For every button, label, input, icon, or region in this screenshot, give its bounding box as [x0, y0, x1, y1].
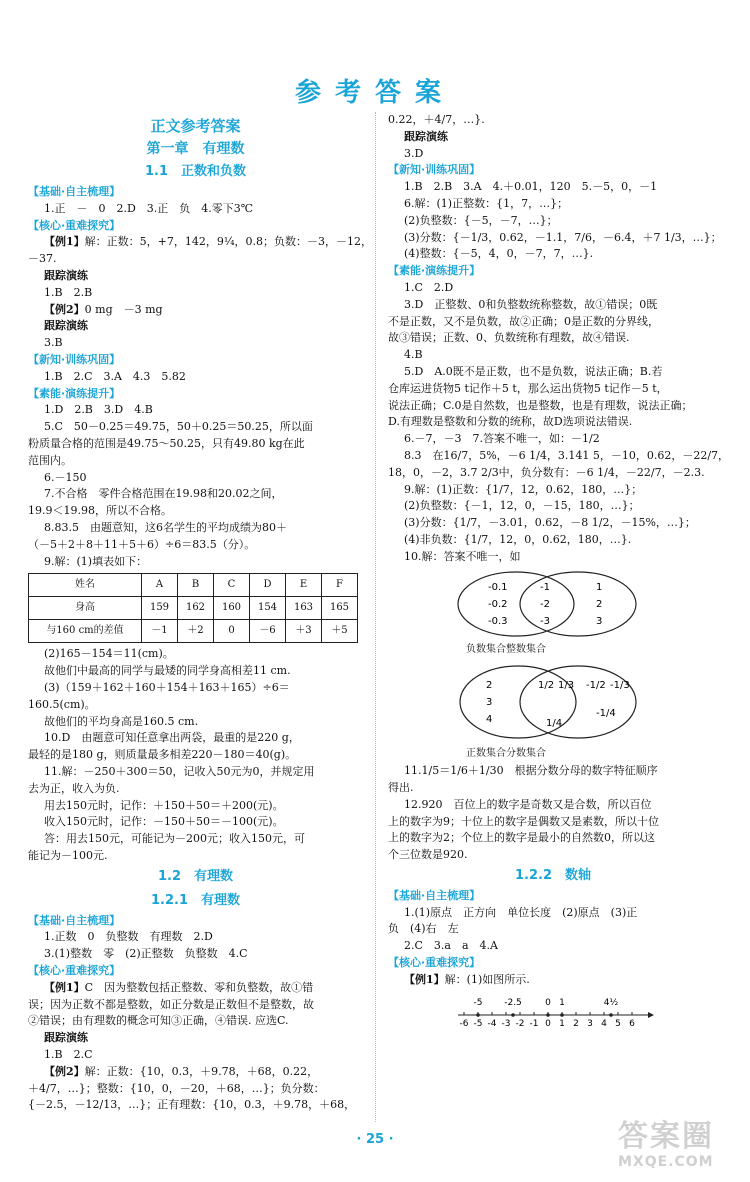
number-line-tick-label: -1	[529, 1018, 539, 1029]
venn-label: 2	[486, 680, 493, 692]
answer-text: 解：正数：{10，0.3，＋9.78，＋68，0.22，	[84, 1064, 319, 1078]
answer-line: (2)负整数：{－5，－7，…}；	[404, 213, 558, 227]
example-label: 【例1】	[44, 980, 85, 994]
answer-line: 粉质量合格的范围是49.75～50.25，只有49.80 kg在此	[28, 436, 305, 450]
venn-label: -3	[540, 615, 550, 627]
table-cell: 身高	[29, 597, 142, 620]
answer-line: 6.解：(1)正整数：{1，7，…}；	[404, 196, 569, 210]
track-heading: 跟踪演练	[44, 319, 88, 333]
tag-basic: 【基础·自主梳理】	[28, 913, 121, 927]
column-divider	[375, 112, 376, 1122]
example-label: 【例2】	[44, 1064, 85, 1078]
answer-line: ＋4/7，…}；整数：{10，0，－20，＋68，…}；负分数：	[28, 1081, 325, 1095]
number-line-tick-label: 3	[587, 1018, 593, 1029]
venn-label: -0.1	[488, 581, 508, 593]
watermark-text: 答案圈	[618, 1119, 714, 1154]
venn-caption: 负数集合整数集合	[466, 643, 546, 655]
number-line-point	[546, 1013, 550, 1017]
track-heading: 跟踪演练	[44, 1031, 88, 1045]
answer-line: 160.5(cm)。	[28, 697, 96, 711]
answer-line: 8.3 在16/7，5%，－6 1/4，3.141 5，－10，0.62，－22/7，	[404, 448, 730, 462]
left-column	[28, 112, 373, 1114]
answer-line: 上的数字为2；个位上的数字是最小的自然数0，所以这	[388, 831, 655, 845]
answer-line: 9.解：(1)填表如下：	[44, 554, 148, 568]
answer-line: 1.正数 0 负整数 有理数 2.D	[44, 930, 213, 944]
number-line-point	[511, 1013, 515, 1017]
number-line	[456, 991, 656, 1031]
number-line-point-label: -2.5	[504, 997, 522, 1008]
venn-label: -1/3	[610, 680, 630, 692]
table-cell: 0	[214, 620, 250, 643]
number-line-point-label: -5	[473, 997, 483, 1008]
answer-line: 1.B 2.C 3.A 4.3 5.82	[44, 369, 186, 383]
table-cell: D	[250, 574, 286, 597]
answer-line: 1.B 2.B	[44, 285, 93, 299]
answer-line: 1.(1)原点 正方向 单位长度 (2)原点 (3)正	[404, 905, 638, 919]
number-line-point-label: 0	[545, 997, 551, 1008]
answer-line: (2)负整数：{－1，12，0，－15，180，…}；	[404, 499, 640, 513]
answer-line: 5.C 50－0.25＝49.75，50＋0.25＝50.25，所以面	[44, 420, 313, 434]
table-cell: 159	[142, 597, 178, 620]
answer-line: （－5＋2＋8＋11＋5＋6）÷6＝83.5（分）。	[28, 537, 256, 551]
number-line-points	[474, 998, 619, 1017]
table-row	[29, 574, 358, 597]
answer-line: 最轻的是180 g，则质量最多相差220－180＝40(g)。	[28, 748, 297, 762]
number-line-tick-label: -6	[459, 1018, 469, 1029]
example-label: 【例2】	[44, 302, 85, 316]
venn-label: -1	[540, 581, 550, 593]
venn-label: -0.2	[488, 598, 508, 610]
table-cell: ＋3	[286, 620, 322, 643]
answer-line: 7.不合格 零件合格范围在19.98和20.02之间，	[44, 487, 283, 501]
main-heading: 正文参考答案	[150, 117, 241, 135]
answer-line: 3.D	[404, 146, 424, 160]
venn-label: -1/2	[586, 680, 606, 692]
venn-label: 2	[596, 598, 603, 610]
answer-line: (4)整数：{－5，4，0，－7，7，…}.	[404, 247, 594, 261]
table-cell: B	[178, 574, 214, 597]
number-line-arrow	[648, 1012, 654, 1018]
track-heading: 跟踪演练	[404, 129, 448, 143]
answer-line: 负 (4)右 左	[388, 922, 459, 936]
venn-diagram-positive-fraction	[446, 660, 646, 744]
number-line-point	[476, 1013, 480, 1017]
answer-line: {－2.5，－12/13，…}；正有理数：{10，0.3，＋9.78，＋68，	[28, 1098, 356, 1112]
answer-line: D.有理数是整数和分数的统称，故D选项说法错误.	[388, 415, 633, 429]
number-line-tick-label: 4	[601, 1018, 607, 1029]
table-cell: A	[142, 574, 178, 597]
table-row	[29, 597, 358, 620]
table-cell: 与160 cm的差值	[29, 620, 142, 643]
watermark-logo	[618, 1120, 738, 1170]
answer-line	[28, 980, 363, 997]
section-heading-1-2-2: 1.2.2 数轴	[514, 867, 591, 883]
answer-line: 6.－7，－3 7.答案不唯一，如：－1/2	[404, 432, 600, 446]
answer-text: 解：正数：5，+7，142，9¹⁄₄，0.8；负数：－3，－12，	[84, 235, 373, 249]
answer-line: 去为正，收入为负.	[28, 781, 120, 795]
answer-line: 故他们中最高的同学与最矮的同学身高相差11 cm.	[44, 664, 291, 678]
answer-line: 1.B 2.C	[44, 1048, 93, 1062]
venn-diagram-negative-integer	[446, 568, 646, 640]
venn-set-negative	[458, 572, 574, 636]
number-line-tick-label: 0	[545, 1018, 551, 1029]
watermark-url: MXQE.COM	[618, 1154, 714, 1170]
answer-line: (3)分数：{1/7，－3.01，0.62，－8 1/2，－15%，…}；	[404, 516, 696, 530]
answer-text: 解：(1)如图所示.	[444, 972, 530, 986]
number-line-tick-label: -2	[515, 1018, 525, 1029]
answer-line: 能记为－100元.	[28, 848, 108, 862]
answer-line	[28, 234, 373, 251]
tag-basic: 【基础·自主梳理】	[388, 888, 481, 902]
number-line-tick-label: 2	[573, 1018, 579, 1029]
answer-line: 个三位数是920.	[388, 848, 468, 862]
answer-line: 上的数字为9；十位上的数字是偶数又是素数，所以十位	[388, 814, 659, 828]
answer-line: (3)（159＋162＋160＋154＋163＋165）÷6＝	[44, 680, 290, 694]
example-label: 【例1】	[44, 235, 85, 249]
table-row	[29, 620, 358, 643]
table-cell: 163	[286, 597, 322, 620]
tag-ability: 【素能·演练提升】	[388, 264, 481, 278]
answer-line: 4.B	[404, 348, 423, 362]
venn-label: -1/4	[596, 708, 616, 720]
tag-core: 【核心·重难探究】	[388, 956, 481, 970]
answer-line: 1.正 － 0 2.D 3.正 负 4.零下3℃	[44, 201, 254, 215]
table-cell: 165	[322, 597, 358, 620]
number-line-point	[609, 1013, 613, 1017]
answer-line: 11.解：－250＋300＝50，记收入50元为0，并规定用	[44, 764, 315, 778]
answer-line: 故他们的平均身高是160.5 cm.	[44, 714, 199, 728]
table-cell: 160	[214, 597, 250, 620]
answer-line: 11.1/5＝1/6＋1/30 根据分数分母的数字特征顺序	[404, 764, 658, 778]
venn-set-fraction	[520, 666, 636, 738]
number-line-tick-label: 1	[559, 1018, 565, 1029]
number-line-tick-label: -5	[473, 1018, 483, 1029]
number-line-tick-label: 6	[629, 1018, 635, 1029]
venn-label: 3	[486, 697, 493, 709]
answer-line: 10.解：答案不唯一，如	[404, 549, 521, 563]
answer-line: (3)分数：{－1/3，0.62，－1.1，7/6，－6.4，＋7 1/3，…}；	[404, 230, 722, 244]
answer-line: (2)165－154＝11(cm)。	[44, 647, 174, 661]
answer-line: ②错误；由有理数的概念可知③正确，④错误. 应选C.	[28, 1014, 289, 1028]
answer-line: 1.D 2.B 3.D 4.B	[44, 403, 153, 417]
answer-line: 仓库运进货物5 t记作＋5 t，那么运出货物5 t记作－5 t，	[388, 381, 668, 395]
answer-text: 0 mg －3 mg	[84, 302, 163, 316]
tag-basic: 【基础·自主梳理】	[28, 185, 121, 198]
answer-line: 不是正数，又不是负数，故②正确；0是正数的分界线，	[388, 314, 659, 328]
answer-text: C 因为整数包括正整数、零和负整数，故①错	[84, 980, 314, 994]
table-cell: 154	[250, 597, 286, 620]
right-column	[388, 112, 730, 1031]
answer-line: 10.D 由题意可知任意拿出两袋，最重的是220 g，	[44, 731, 300, 745]
answer-line: 误；因为正数不都是整数，如正分数是正数但不是整数，故	[28, 997, 314, 1011]
number-line-tick-label: -4	[487, 1018, 497, 1029]
venn-label: -0.3	[488, 615, 508, 627]
answer-line: 答：用去150元，可能记为－200元；收入150元，可	[44, 832, 305, 846]
table-cell: 姓名	[29, 574, 142, 597]
venn-label: -2	[540, 598, 550, 610]
answer-line: 0.22，＋4/7，…}.	[388, 113, 485, 126]
tag-new: 【新知·训练巩固】	[388, 163, 481, 177]
table-cell: F	[322, 574, 358, 597]
venn-label: 1/2	[538, 680, 555, 692]
section-heading-1-2: 1.2 有理数	[157, 868, 234, 884]
table-cell: 162	[178, 597, 214, 620]
answer-line: 1.C 2.D	[404, 280, 454, 294]
answer-line: 5.D A.0既不是正数，也不是负数，说法正确；B.若	[404, 364, 663, 378]
venn-caption: 正数集合分数集合	[466, 748, 546, 760]
answer-line: 故③错误；正数、0、负数统称有理数，故④错误.	[388, 331, 630, 345]
track-heading: 跟踪演练	[44, 268, 88, 282]
tag-core: 【核心·重难探究】	[28, 218, 121, 232]
table-cell: ＋2	[178, 620, 214, 643]
tag-core: 【核心·重难探究】	[28, 964, 121, 978]
example-label: 【例1】	[404, 972, 445, 986]
venn-label: 3	[596, 615, 603, 627]
chapter-heading: 第一章 有理数	[146, 141, 245, 157]
answer-line	[28, 1064, 363, 1081]
answer-line: 9.解：(1)正数：{1/7，12，0.62，180，…}；	[404, 482, 643, 496]
answer-line: 8.83.5 由题意知，这6名学生的平均成绩为80＋	[44, 520, 287, 534]
answer-line: 19.9＜19.98，所以不合格。	[28, 504, 172, 518]
answer-line	[28, 302, 363, 319]
answer-line: 说法正确；C.0是自然数，也是整数，也是有理数，说法正确；	[388, 398, 693, 412]
venn-label: 1/3	[558, 680, 575, 692]
table-cell: －6	[250, 620, 286, 643]
page-title: 参考答案	[294, 78, 455, 108]
answer-line: 用去150元时，记作：＋150＋50＝＋200(元)。	[44, 798, 284, 812]
page-number: · 25 ·	[356, 1132, 394, 1147]
answer-line: 范围内。	[28, 453, 72, 467]
section-heading-1-1: 1.1 正数和负数	[144, 164, 247, 179]
tag-new: 【新知·训练巩固】	[28, 352, 121, 366]
answer-line: 收入150元时，记作：－150＋50＝－100(元)。	[44, 815, 284, 829]
answer-line: 得出.	[388, 780, 414, 794]
number-line-point	[560, 1013, 564, 1017]
answer-line: 2.C 3.a a 4.A	[404, 939, 498, 953]
venn-label: 4	[486, 714, 493, 726]
answer-line: 6.－150	[44, 470, 87, 484]
table-cell: －1	[142, 620, 178, 643]
venn-set-integer	[520, 572, 636, 636]
answer-line: －37.	[28, 252, 57, 266]
answer-line: (4)非负数：{1/7，12，0，0.62，180，…}.	[404, 532, 632, 546]
height-table	[28, 573, 358, 643]
answer-line: 1.B 2.B 3.A 4.＋0.01，120 5.－5，0，－1	[404, 180, 658, 194]
number-line-point-label: 1	[559, 997, 565, 1008]
table-cell: ＋5	[322, 620, 358, 643]
table-cell: C	[214, 574, 250, 597]
answer-line	[388, 972, 718, 989]
number-line-tick-label: -3	[501, 1018, 511, 1029]
answer-line: 3.(1)整数 零 (2)正整数 负整数 4.C	[44, 947, 248, 961]
answer-line: 3.B	[44, 336, 63, 350]
answer-line: 12.920 百位上的数字是奇数又是合数，所以百位	[404, 797, 652, 811]
answer-line: 3.D 正整数、0和负整数统称整数，故①错误；0既	[404, 297, 658, 311]
venn-label: 1	[596, 581, 603, 593]
number-line-tick-label: 5	[615, 1018, 621, 1029]
venn-label: 1/4	[546, 718, 563, 730]
table-cell: E	[286, 574, 322, 597]
answer-line: 18，0，－2，3.7 2/3中，负分数有：－6 1/4，－22/7，－2.3.	[388, 465, 705, 479]
tag-ability: 【素能·演练提升】	[28, 386, 121, 400]
number-line-point-label: 4½	[603, 997, 619, 1008]
section-heading-1-2-1: 1.2.1 有理数	[150, 892, 240, 908]
